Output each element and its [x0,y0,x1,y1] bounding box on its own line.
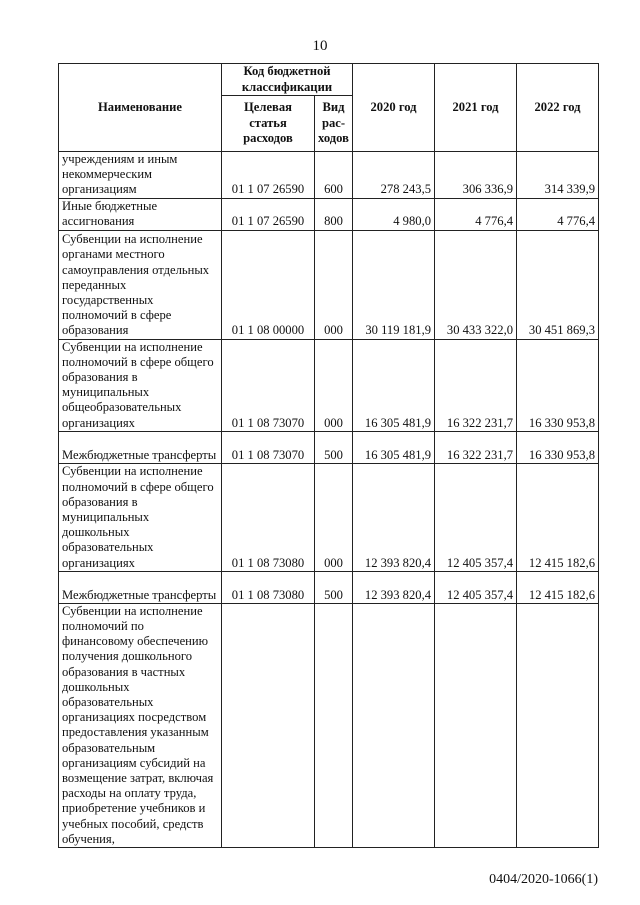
row-2022: 16 330 953,8 [517,431,599,463]
header-expense-type: Вид рас-ходов [315,96,353,152]
row-type: 000 [315,339,353,431]
row-code: 01 1 08 73080 [222,571,315,603]
row-name: Межбюджетные трансферты [59,571,222,603]
table-row [59,463,599,571]
row-2022: 12 415 182,6 [517,571,599,603]
row-code: 01 1 08 73080 [222,463,315,571]
row-2021: 12 405 357,4 [435,463,517,571]
row-2021: 12 405 357,4 [435,571,517,603]
row-2020: 16 305 481,9 [353,339,435,431]
budget-table [58,63,599,848]
table-row [59,339,599,431]
header-2022: 2022 год [517,64,599,152]
row-2022: 16 330 953,8 [517,339,599,431]
row-2020: 12 393 820,4 [353,463,435,571]
row-2020: 16 305 481,9 [353,431,435,463]
row-2020: 4 980,0 [353,198,435,230]
row-2021 [435,603,517,847]
row-2021: 16 322 231,7 [435,339,517,431]
row-type: 800 [315,198,353,230]
row-code: 01 1 07 26590 [222,152,315,199]
header-2021: 2021 год [435,64,517,152]
row-2020: 278 243,5 [353,152,435,199]
row-type: 000 [315,230,353,339]
header-target-article: Целевая статья расходов [222,96,315,152]
row-2022: 12 415 182,6 [517,463,599,571]
document-id: 0404/2020-1066(1) [489,872,598,887]
table-row [59,152,599,199]
row-2021: 4 776,4 [435,198,517,230]
row-name: Субвенции на исполнение полномочий в сфере общего образования в муниципальных дошкольных образовательных организациях [59,463,222,571]
row-type: 500 [315,431,353,463]
row-code: 01 1 08 73070 [222,339,315,431]
row-2022: 30 451 869,3 [517,230,599,339]
row-type: 000 [315,463,353,571]
row-2022: 4 776,4 [517,198,599,230]
row-type [315,603,353,847]
row-name: Субвенции на исполнение полномочий по финансовому обеспечению получения дошкольного образования в частных дошкольных образовательных организациях посредством предоставления указанным образовательным организациям субсидий на возмещение затрат, включая расходы на оплату труда, приобретение учебников и учебных пособий, средств обучения, [59,603,222,847]
header-2020: 2020 год [353,64,435,152]
page-number: 10 [312,38,328,54]
row-name: Межбюджетные трансферты [59,431,222,463]
row-2021: 16 322 231,7 [435,431,517,463]
row-2021: 30 433 322,0 [435,230,517,339]
table-row [59,431,599,463]
header-code-group: Код бюджетной классификации [222,64,353,96]
header-name: Наименование [59,64,222,152]
row-name: Субвенции на исполнение полномочий в сфере общего образования в муниципальных общеобразовательных организациях [59,339,222,431]
row-code [222,603,315,847]
table-row [59,603,599,847]
row-2020: 12 393 820,4 [353,571,435,603]
row-code: 01 1 07 26590 [222,198,315,230]
row-2020: 30 119 181,9 [353,230,435,339]
table-row [59,198,599,230]
table-row [59,230,599,339]
row-code: 01 1 08 73070 [222,431,315,463]
row-2020 [353,603,435,847]
table-body [59,152,599,848]
table-row [59,571,599,603]
row-name: Иные бюджетные ассигнования [59,198,222,230]
row-2021: 306 336,9 [435,152,517,199]
row-name: Субвенции на исполнение органами местного самоуправления отдельных переданных государственных полномочий в сфере образования [59,230,222,339]
row-name: учреждениям и иным некоммерческим организациям [59,152,222,199]
row-code: 01 1 08 00000 [222,230,315,339]
row-2022 [517,603,599,847]
table-header [59,64,599,152]
row-2022: 314 339,9 [517,152,599,199]
row-type: 600 [315,152,353,199]
row-type: 500 [315,571,353,603]
